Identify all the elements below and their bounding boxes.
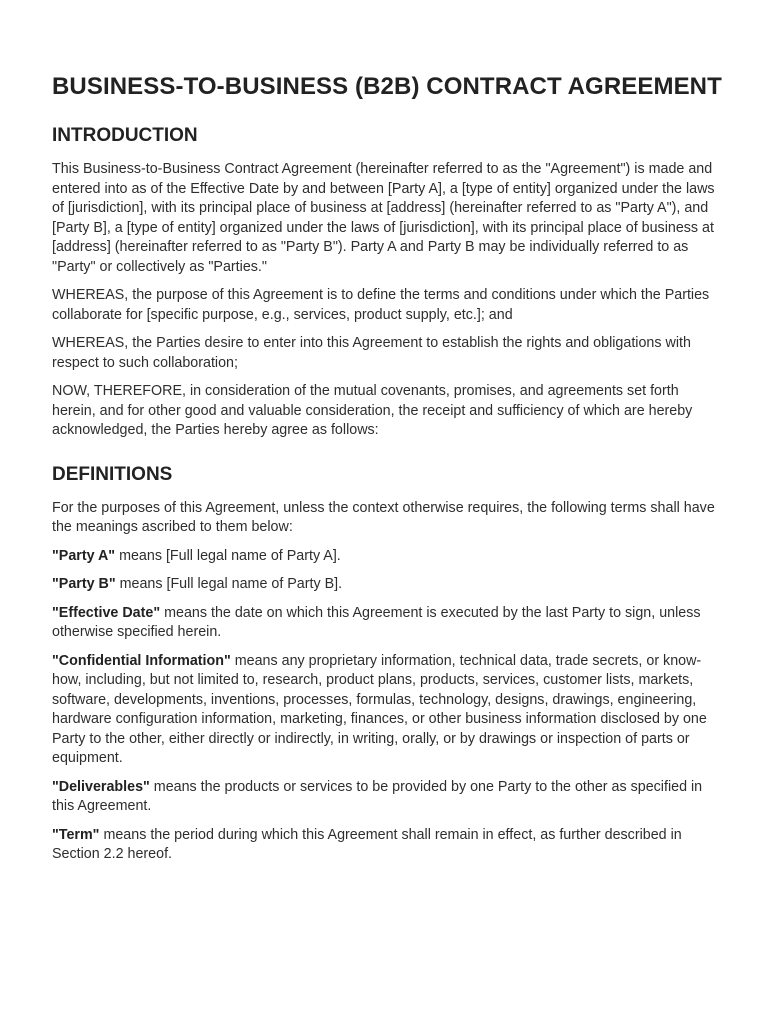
definition-effective-date (52, 604, 722, 643)
definition-term: "Deliverables" (52, 778, 150, 795)
definition-term-period (52, 826, 722, 865)
definition-text: means any proprietary information, technical data, trade secrets, or know-how, including, but not limited to, research, product plans, products, services, customer lists, markets, software, developments, inventions, processes, formulas, technology, designs, drawings, engineering, hardware configuration information, marketing, finances, or other business information disclosed by one Party to the other, either directly or indirectly, in writing, orally, or by drawings or inspection of parts or equipment. (52, 652, 707, 766)
introduction-section (52, 124, 722, 441)
document-title: BUSINESS-TO-BUSINESS (B2B) CONTRACT AGREEMENT (52, 73, 722, 100)
definition-term: "Confidential Information" (52, 652, 231, 669)
now-therefore-paragraph: NOW, THEREFORE, in consideration of the mutual covenants, promises, and agreements set forth herein, and for other good and valuable consideration, the receipt and sufficiency of which are hereby acknowledged, the Parties hereby agree as follows: (52, 383, 693, 438)
definition-confidential-information (52, 652, 722, 769)
definition-term: "Term" (52, 826, 100, 843)
introduction-heading: INTRODUCTION (52, 125, 198, 146)
definition-party-b (52, 575, 722, 595)
whereas-purpose-paragraph: WHEREAS, the purpose of this Agreement is to define the terms and conditions under which the Parties collaborate for [specific purpose, e.g., services, product supply, etc.]; and (52, 287, 710, 323)
definition-term: "Party B" (52, 576, 116, 592)
definition-text: means the products or services to be provided by one Party to the other as specified in this Agreement. (52, 778, 703, 814)
introduction-paragraph: This Business-to-Business Contract Agreement (hereinafter referred to as the "Agreement") is made and entered into as of the Effective Date by and between [Party A], a [type of entity] organized under the laws of [jurisdiction], with its principal place of business at [address] (hereinafter referred to as "Party A"), and [Party B], a [type of entity] organized under the laws of [jurisdiction], with its principal place of business at [address] (hereinafter referred to as "Party B"). Party A and Party B may be individually referred to as "Party" or collectively as "Parties." (52, 161, 715, 275)
whereas-desire-paragraph: WHEREAS, the Parties desire to enter into this Agreement to establish the rights and obligations with respect to such collaboration; (52, 335, 691, 371)
definition-term: "Party A" (52, 547, 116, 564)
definition-text: means the date on which this Agreement is executed by the last Party to sign, unless otherwise specified herein. (52, 604, 701, 640)
document-page (52, 70, 722, 874)
definitions-intro: For the purposes of this Agreement, unless the context otherwise requires, the following terms shall have the meanings ascribed to them below: (52, 499, 715, 535)
definition-text: means the period during which this Agreement shall remain in effect, as further described in Section 2.2 hereof. (52, 826, 682, 862)
definition-term: "Effective Date" (52, 604, 161, 621)
definition-party-a (52, 547, 722, 567)
definition-text: means [Full legal name of Party B]. (115, 576, 343, 592)
definition-deliverables (52, 778, 722, 817)
definitions-heading: DEFINITIONS (52, 463, 173, 485)
definition-text: means [Full legal name of Party A]. (115, 547, 341, 564)
definitions-section (52, 463, 722, 865)
